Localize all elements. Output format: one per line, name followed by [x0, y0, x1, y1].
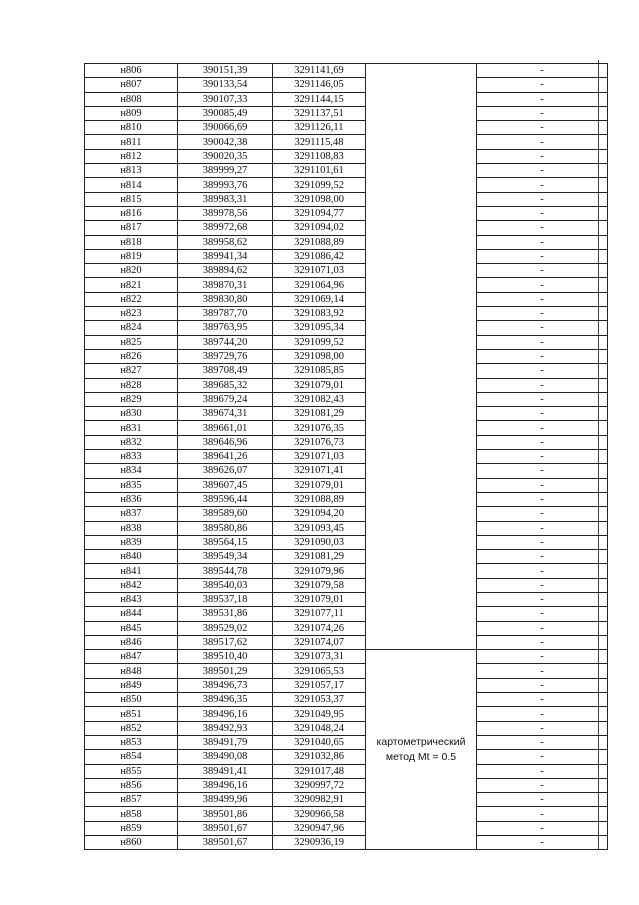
- point-id-cell: н816: [85, 206, 178, 220]
- y-coordinate-cell: 3291079,01: [273, 478, 366, 492]
- y-coordinate-cell: 3291064,96: [273, 278, 366, 292]
- x-coordinate-cell: 389529,02: [178, 621, 273, 635]
- table-row: [85, 64, 608, 78]
- x-coordinate-cell: 389537,18: [178, 592, 273, 606]
- error-cell: -: [477, 693, 608, 707]
- x-coordinate-cell: 389531,86: [178, 607, 273, 621]
- table-row: [85, 464, 608, 478]
- table-row: [85, 249, 608, 263]
- table-row: [85, 149, 608, 163]
- table-row: [85, 92, 608, 106]
- y-coordinate-cell: 3291094,20: [273, 507, 366, 521]
- y-coordinate-cell: 3291083,92: [273, 307, 366, 321]
- y-coordinate-cell: 3291040,65: [273, 735, 366, 749]
- y-coordinate-cell: 3291053,37: [273, 693, 366, 707]
- error-cell: -: [477, 707, 608, 721]
- table-row: [85, 192, 608, 206]
- table-row: [85, 435, 608, 449]
- error-cell: -: [477, 650, 608, 664]
- point-id-cell: н813: [85, 164, 178, 178]
- point-id-cell: н858: [85, 807, 178, 821]
- x-coordinate-cell: 389763,95: [178, 321, 273, 335]
- point-id-cell: н834: [85, 464, 178, 478]
- coordinates-table: [84, 63, 608, 850]
- y-coordinate-cell: 3291057,17: [273, 678, 366, 692]
- table-row: [85, 550, 608, 564]
- error-cell: -: [477, 507, 608, 521]
- point-id-cell: н859: [85, 821, 178, 835]
- x-coordinate-cell: 389501,86: [178, 807, 273, 821]
- y-coordinate-cell: 3291048,24: [273, 721, 366, 735]
- error-cell: -: [477, 421, 608, 435]
- x-coordinate-cell: 389685,32: [178, 378, 273, 392]
- table-row: [85, 778, 608, 792]
- table-row: [85, 750, 608, 764]
- x-coordinate-cell: 389589,60: [178, 507, 273, 521]
- y-coordinate-cell: 3291108,83: [273, 149, 366, 163]
- error-cell: -: [477, 192, 608, 206]
- y-coordinate-cell: 3291073,31: [273, 650, 366, 664]
- point-id-cell: н852: [85, 721, 178, 735]
- point-id-cell: н837: [85, 507, 178, 521]
- x-coordinate-cell: 389580,86: [178, 521, 273, 535]
- x-coordinate-cell: 389999,27: [178, 164, 273, 178]
- x-coordinate-cell: 389492,93: [178, 721, 273, 735]
- x-coordinate-cell: 389510,40: [178, 650, 273, 664]
- y-coordinate-cell: 3291088,89: [273, 235, 366, 249]
- error-cell: -: [477, 78, 608, 92]
- error-cell: -: [477, 821, 608, 835]
- y-coordinate-cell: 3290966,58: [273, 807, 366, 821]
- point-id-cell: н853: [85, 735, 178, 749]
- table-row: [85, 307, 608, 321]
- point-id-cell: н810: [85, 121, 178, 135]
- table-row: [85, 78, 608, 92]
- y-coordinate-cell: 3291144,15: [273, 92, 366, 106]
- table-row: [85, 793, 608, 807]
- x-coordinate-cell: 390151,39: [178, 64, 273, 78]
- x-coordinate-cell: 389517,62: [178, 635, 273, 649]
- x-coordinate-cell: 389496,73: [178, 678, 273, 692]
- y-coordinate-cell: 3291081,29: [273, 550, 366, 564]
- table-row: [85, 450, 608, 464]
- table-row: [85, 607, 608, 621]
- y-coordinate-cell: 3291079,01: [273, 592, 366, 606]
- point-id-cell: н824: [85, 321, 178, 335]
- y-coordinate-cell: 3291086,42: [273, 249, 366, 263]
- error-cell: -: [477, 264, 608, 278]
- y-coordinate-cell: 3291017,48: [273, 764, 366, 778]
- x-coordinate-cell: 389490,08: [178, 750, 273, 764]
- y-coordinate-cell: 3291126,11: [273, 121, 366, 135]
- point-id-cell: н827: [85, 364, 178, 378]
- x-coordinate-cell: 389607,45: [178, 478, 273, 492]
- table-row: [85, 407, 608, 421]
- point-id-cell: н808: [85, 92, 178, 106]
- error-cell: -: [477, 278, 608, 292]
- error-cell: -: [477, 221, 608, 235]
- point-id-cell: н812: [85, 149, 178, 163]
- point-id-cell: н835: [85, 478, 178, 492]
- x-coordinate-cell: 389540,03: [178, 578, 273, 592]
- error-cell: -: [477, 235, 608, 249]
- point-id-cell: н815: [85, 192, 178, 206]
- error-cell: -: [477, 149, 608, 163]
- y-coordinate-cell: 3291082,43: [273, 392, 366, 406]
- y-coordinate-cell: 3291090,03: [273, 535, 366, 549]
- y-coordinate-cell: 3291099,52: [273, 335, 366, 349]
- error-cell: -: [477, 435, 608, 449]
- point-id-cell: н819: [85, 249, 178, 263]
- x-coordinate-cell: 389978,56: [178, 206, 273, 220]
- table-row: [85, 335, 608, 349]
- x-coordinate-cell: 390085,49: [178, 106, 273, 120]
- error-cell: -: [477, 135, 608, 149]
- table-row: [85, 535, 608, 549]
- table-row: [85, 121, 608, 135]
- table-row: [85, 478, 608, 492]
- table-row: [85, 821, 608, 835]
- table-row: [85, 349, 608, 363]
- point-id-cell: н818: [85, 235, 178, 249]
- x-coordinate-cell: 390066,69: [178, 121, 273, 135]
- x-coordinate-cell: 389661,01: [178, 421, 273, 435]
- x-coordinate-cell: 389708,49: [178, 364, 273, 378]
- point-id-cell: н814: [85, 178, 178, 192]
- y-coordinate-cell: 3291077,11: [273, 607, 366, 621]
- point-id-cell: н822: [85, 292, 178, 306]
- error-cell: -: [477, 635, 608, 649]
- y-coordinate-cell: 3291079,58: [273, 578, 366, 592]
- table-row: [85, 492, 608, 506]
- y-coordinate-cell: 3291071,03: [273, 450, 366, 464]
- error-cell: -: [477, 364, 608, 378]
- table-row: [85, 664, 608, 678]
- y-coordinate-cell: 3291094,77: [273, 206, 366, 220]
- x-coordinate-cell: 389491,79: [178, 735, 273, 749]
- point-id-cell: н844: [85, 607, 178, 621]
- point-id-cell: н840: [85, 550, 178, 564]
- error-cell: -: [477, 521, 608, 535]
- error-cell: -: [477, 106, 608, 120]
- error-cell: -: [477, 206, 608, 220]
- x-coordinate-cell: 389641,26: [178, 450, 273, 464]
- x-coordinate-cell: 389894,62: [178, 264, 273, 278]
- y-coordinate-cell: 3291141,69: [273, 64, 366, 78]
- point-id-cell: н838: [85, 521, 178, 535]
- point-id-cell: н850: [85, 693, 178, 707]
- x-coordinate-cell: 389496,35: [178, 693, 273, 707]
- error-cell: -: [477, 735, 608, 749]
- error-cell: -: [477, 121, 608, 135]
- x-coordinate-cell: 389499,96: [178, 793, 273, 807]
- y-coordinate-cell: 3291079,96: [273, 564, 366, 578]
- y-coordinate-cell: 3291076,73: [273, 435, 366, 449]
- error-cell: -: [477, 721, 608, 735]
- point-id-cell: н820: [85, 264, 178, 278]
- error-cell: -: [477, 178, 608, 192]
- error-cell: -: [477, 478, 608, 492]
- y-coordinate-cell: 3291095,34: [273, 321, 366, 335]
- error-cell: -: [477, 64, 608, 78]
- point-id-cell: н842: [85, 578, 178, 592]
- error-cell: -: [477, 621, 608, 635]
- x-coordinate-cell: 389501,29: [178, 664, 273, 678]
- y-coordinate-cell: 3291085,85: [273, 364, 366, 378]
- point-id-cell: н821: [85, 278, 178, 292]
- point-id-cell: н806: [85, 64, 178, 78]
- point-id-cell: н830: [85, 407, 178, 421]
- y-coordinate-cell: 3291099,52: [273, 178, 366, 192]
- point-id-cell: н854: [85, 750, 178, 764]
- table-row: [85, 421, 608, 435]
- error-cell: -: [477, 764, 608, 778]
- y-coordinate-cell: 3290947,96: [273, 821, 366, 835]
- table-row: [85, 564, 608, 578]
- point-id-cell: н831: [85, 421, 178, 435]
- point-id-cell: н807: [85, 78, 178, 92]
- point-id-cell: н826: [85, 349, 178, 363]
- point-id-cell: н832: [85, 435, 178, 449]
- table-row: [85, 106, 608, 120]
- table-row: [85, 321, 608, 335]
- error-cell: -: [477, 678, 608, 692]
- error-cell: -: [477, 664, 608, 678]
- y-coordinate-cell: 3291137,51: [273, 106, 366, 120]
- error-cell: -: [477, 321, 608, 335]
- table-row: [85, 836, 608, 850]
- y-coordinate-cell: 3291074,07: [273, 635, 366, 649]
- error-cell: -: [477, 164, 608, 178]
- x-coordinate-cell: 389496,16: [178, 707, 273, 721]
- point-id-cell: н829: [85, 392, 178, 406]
- error-cell: -: [477, 607, 608, 621]
- y-coordinate-cell: 3291093,45: [273, 521, 366, 535]
- table-row: [85, 592, 608, 606]
- error-cell: -: [477, 535, 608, 549]
- method-cell-upper: [366, 64, 477, 650]
- table-row: [85, 378, 608, 392]
- table-row: [85, 707, 608, 721]
- y-coordinate-cell: 3291101,61: [273, 164, 366, 178]
- error-cell: -: [477, 378, 608, 392]
- x-coordinate-cell: 389941,34: [178, 249, 273, 263]
- table-row: [85, 221, 608, 235]
- x-coordinate-cell: 389983,31: [178, 192, 273, 206]
- point-id-cell: н823: [85, 307, 178, 321]
- point-id-cell: н839: [85, 535, 178, 549]
- table-row: [85, 164, 608, 178]
- table-row: [85, 135, 608, 149]
- error-cell: -: [477, 407, 608, 421]
- error-cell: -: [477, 92, 608, 106]
- point-id-cell: н833: [85, 450, 178, 464]
- table-row: [85, 364, 608, 378]
- error-cell: -: [477, 564, 608, 578]
- x-coordinate-cell: 389564,15: [178, 535, 273, 549]
- error-cell: -: [477, 778, 608, 792]
- error-cell: -: [477, 807, 608, 821]
- table-row: [85, 521, 608, 535]
- table-row: [85, 278, 608, 292]
- y-coordinate-cell: 3290997,72: [273, 778, 366, 792]
- table-row: [85, 650, 608, 664]
- x-coordinate-cell: 389501,67: [178, 821, 273, 835]
- x-coordinate-cell: 389596,44: [178, 492, 273, 506]
- method-cell: картометрический метод Mt = 0.5: [366, 650, 477, 850]
- point-id-cell: н849: [85, 678, 178, 692]
- y-coordinate-cell: 3291074,26: [273, 621, 366, 635]
- point-id-cell: н825: [85, 335, 178, 349]
- x-coordinate-cell: 389674,31: [178, 407, 273, 421]
- x-coordinate-cell: 389729,76: [178, 349, 273, 363]
- point-id-cell: н860: [85, 836, 178, 850]
- error-cell: -: [477, 550, 608, 564]
- y-coordinate-cell: 3291049,95: [273, 707, 366, 721]
- point-id-cell: н855: [85, 764, 178, 778]
- table-row: [85, 392, 608, 406]
- error-cell: -: [477, 836, 608, 850]
- table-row: [85, 178, 608, 192]
- point-id-cell: н811: [85, 135, 178, 149]
- x-coordinate-cell: 389491,41: [178, 764, 273, 778]
- table-row: [85, 206, 608, 220]
- error-cell: -: [477, 750, 608, 764]
- x-coordinate-cell: 389958,62: [178, 235, 273, 249]
- y-coordinate-cell: 3291076,35: [273, 421, 366, 435]
- x-coordinate-cell: 389870,31: [178, 278, 273, 292]
- error-cell: -: [477, 464, 608, 478]
- x-coordinate-cell: 389744,20: [178, 335, 273, 349]
- point-id-cell: н847: [85, 650, 178, 664]
- point-id-cell: н857: [85, 793, 178, 807]
- error-cell: -: [477, 492, 608, 506]
- y-coordinate-cell: 3291081,29: [273, 407, 366, 421]
- y-coordinate-cell: 3291071,41: [273, 464, 366, 478]
- point-id-cell: н841: [85, 564, 178, 578]
- x-coordinate-cell: 389549,34: [178, 550, 273, 564]
- x-coordinate-cell: 389830,80: [178, 292, 273, 306]
- y-coordinate-cell: 3291098,00: [273, 349, 366, 363]
- error-cell: -: [477, 392, 608, 406]
- x-coordinate-cell: 390107,33: [178, 92, 273, 106]
- x-coordinate-cell: 389501,67: [178, 836, 273, 850]
- error-cell: -: [477, 307, 608, 321]
- y-coordinate-cell: 3291146,05: [273, 78, 366, 92]
- y-coordinate-cell: 3291094,02: [273, 221, 366, 235]
- point-id-cell: н843: [85, 592, 178, 606]
- error-cell: -: [477, 249, 608, 263]
- y-coordinate-cell: 3291071,03: [273, 264, 366, 278]
- y-coordinate-cell: 3291079,01: [273, 378, 366, 392]
- error-cell: -: [477, 335, 608, 349]
- y-coordinate-cell: 3291069,14: [273, 292, 366, 306]
- table-row: [85, 621, 608, 635]
- x-coordinate-cell: 389679,24: [178, 392, 273, 406]
- y-coordinate-cell: 3290982,91: [273, 793, 366, 807]
- x-coordinate-cell: 389993,76: [178, 178, 273, 192]
- error-cell: -: [477, 349, 608, 363]
- point-id-cell: н845: [85, 621, 178, 635]
- x-coordinate-cell: 389646,96: [178, 435, 273, 449]
- y-coordinate-cell: 3291032,86: [273, 750, 366, 764]
- table-row: [85, 292, 608, 306]
- coordinates-table-body: [85, 64, 608, 850]
- error-cell: -: [477, 292, 608, 306]
- error-cell: -: [477, 793, 608, 807]
- table-row: [85, 264, 608, 278]
- error-cell: -: [477, 592, 608, 606]
- x-coordinate-cell: 389787,70: [178, 307, 273, 321]
- x-coordinate-cell: 390042,38: [178, 135, 273, 149]
- table-row: [85, 235, 608, 249]
- table-row: [85, 735, 608, 749]
- table-row: [85, 678, 608, 692]
- point-id-cell: н848: [85, 664, 178, 678]
- x-coordinate-cell: 390020,35: [178, 149, 273, 163]
- y-coordinate-cell: 3291088,89: [273, 492, 366, 506]
- table-row: [85, 693, 608, 707]
- x-coordinate-cell: 389496,16: [178, 778, 273, 792]
- point-id-cell: н836: [85, 492, 178, 506]
- y-coordinate-cell: 3291115,48: [273, 135, 366, 149]
- x-coordinate-cell: 389626,07: [178, 464, 273, 478]
- point-id-cell: н817: [85, 221, 178, 235]
- x-coordinate-cell: 389972,68: [178, 221, 273, 235]
- table-row: [85, 764, 608, 778]
- table-row: [85, 807, 608, 821]
- x-coordinate-cell: 390133,54: [178, 78, 273, 92]
- point-id-cell: н856: [85, 778, 178, 792]
- point-id-cell: н846: [85, 635, 178, 649]
- table-row: [85, 507, 608, 521]
- point-id-cell: н809: [85, 106, 178, 120]
- table-row: [85, 721, 608, 735]
- y-coordinate-cell: 3290936,19: [273, 836, 366, 850]
- table-row: [85, 578, 608, 592]
- x-coordinate-cell: 389544,78: [178, 564, 273, 578]
- point-id-cell: н851: [85, 707, 178, 721]
- error-cell: -: [477, 578, 608, 592]
- y-coordinate-cell: 3291098,00: [273, 192, 366, 206]
- error-cell: -: [477, 450, 608, 464]
- point-id-cell: н828: [85, 378, 178, 392]
- y-coordinate-cell: 3291065,53: [273, 664, 366, 678]
- table-row: [85, 635, 608, 649]
